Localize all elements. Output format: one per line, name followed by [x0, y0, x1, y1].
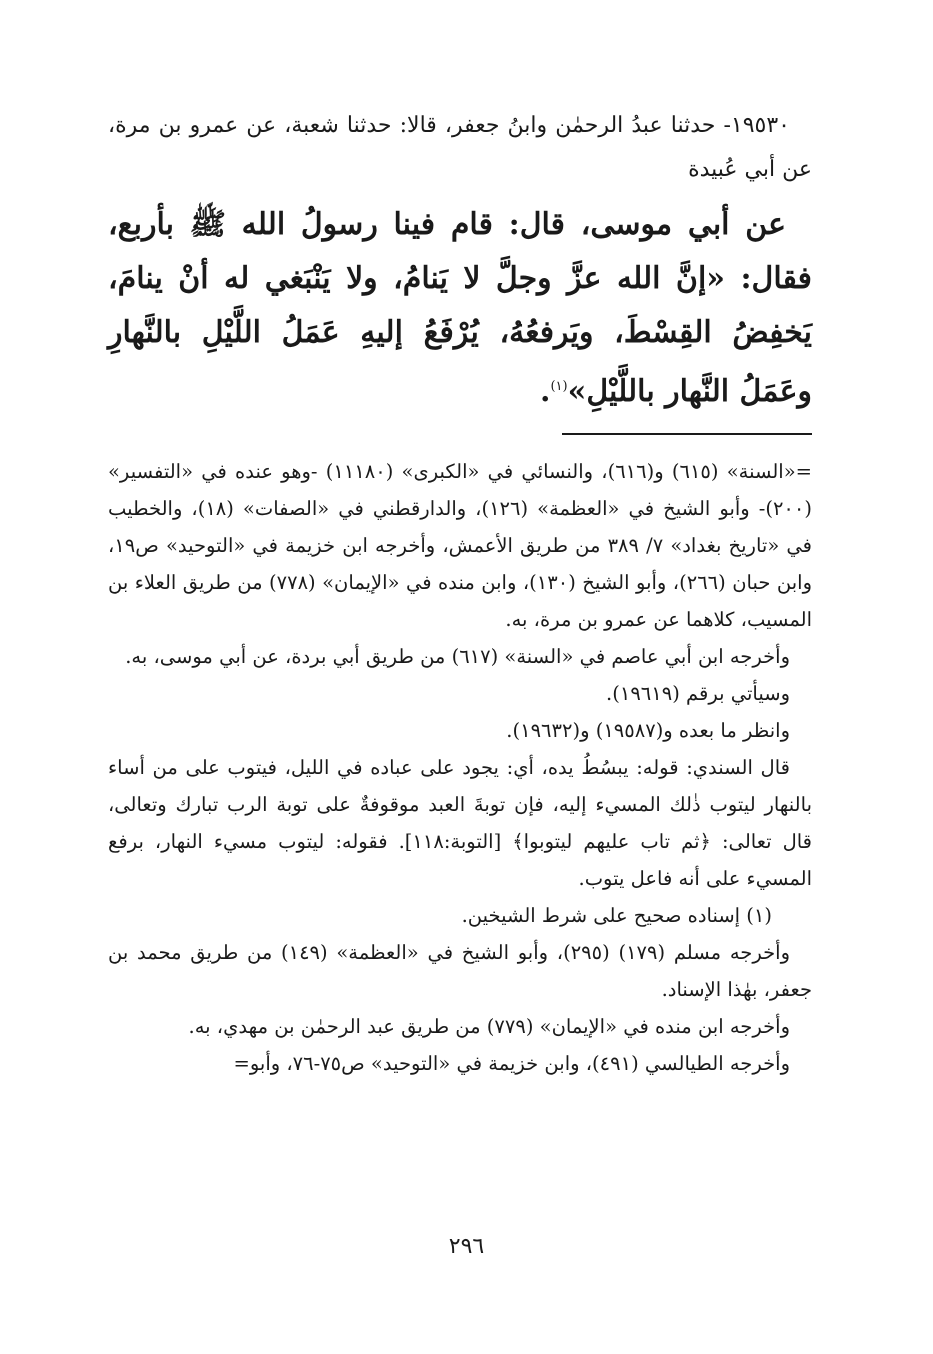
footnote-paragraph: وسيأتي برقم (١٩٦١٩).	[606, 682, 790, 705]
footnote-separator	[562, 433, 812, 435]
footnote-paragraph: وأخرجه ابن منده في «الإيمان» (٧٧٩) من طريق عبد الرحمٰن بن مهدي، به.	[188, 1015, 790, 1038]
footnote-marker: (١)	[550, 379, 568, 394]
footnote-paragraph: وأخرجه ابن أبي عاصم في «السنة» (٦١٧) من طريق أبي بردة، عن أبي موسى، به.	[125, 645, 790, 668]
page-number: ٢٩٦	[448, 1234, 485, 1259]
footnote-paragraph: (١) إسناده صحيح على شرط الشيخين.	[461, 904, 772, 927]
footnote-paragraph: =«السنة» (٦١٥) و(٦١٦)، والنسائي في «الكبرى» (١١١٨٠) -وهو عنده في «التفسير» (٢٠٠)- وأبو الشيخ في «العظمة» (١٢٦)، والدارقطني في «الصفات» (١٨)، والخطيب في «تاريخ بغداد» ٧/ ٣٨٩ من طريق الأعمش، وأخرجه ابن خزيمة في «التوحيد» ص١٩، وابن حبان (٢٦٦)، وأبو الشيخ (١٣٠)، وابن منده في «الإيمان» (٧٧٨) من طريق العلاء بن المسيب، كلاهما عن عمرو بن مرة، به.	[108, 460, 813, 631]
hadith-matn-text: عن أبي موسى، قال: قام فينا رسولُ الله ﷺ بأربع، فقال: «إنَّ الله عزَّ وجلَّ لا يَنامُ، ولا يَنْبَغي له أنْ ينامَ، يَخفِضُ القِسْطَ، ويَرفعُهُ، يُرْفَعُ إليهِ عَمَلُ اللَّيْلِ بالنَّهارِ وعَمَلُ النَّهار باللَّيْلِ»	[108, 207, 812, 409]
hadith-matn	[108, 198, 812, 419]
footnote-paragraph: وأخرجه مسلم (١٧٩) (٢٩٥)، وأبو الشيخ في «العظمة» (١٤٩) من طريق محمد بن جعفر، بهٰذا الإسناد.	[108, 941, 812, 1001]
footnote-paragraph: قال السندي: قوله: يبسُطُ يده، أي: يجود على عباده في الليل، فيتوب على من أساء بالنهار ليتوب ذٰلك المسيء إليه، فإن توبةَ العبد موقوفةٌ على توبة الرب تبارك وتعالى، قال تعالى: ﴿ثم تاب عليهم ليتوبوا﴾ [التوبة:١١٨]. فقوله: ليتوب مسيء النهار، برفع المسيء على أنه فاعل يتوب.	[108, 756, 812, 890]
footnote-paragraph: وانظر ما بعده و(١٩٥٨٧) و(١٩٦٣٢).	[506, 719, 790, 742]
hadith-chain: ١٩٥٣٠- حدثنا عبدُ الرحمٰن وابنُ جعفر، قالا: حدثنا شعبة، عن عمرو بن مرة، عن أبي عُبيدة	[108, 113, 812, 182]
footnotes	[108, 453, 812, 1082]
hadith-matn-end: .	[539, 374, 551, 409]
page-body	[108, 104, 812, 1082]
footnote-paragraph: وأخرجه الطيالسي (٤٩١)، وابن خزيمة في «التوحيد» ص٧٥-٧٦، وأبو=	[233, 1052, 790, 1075]
